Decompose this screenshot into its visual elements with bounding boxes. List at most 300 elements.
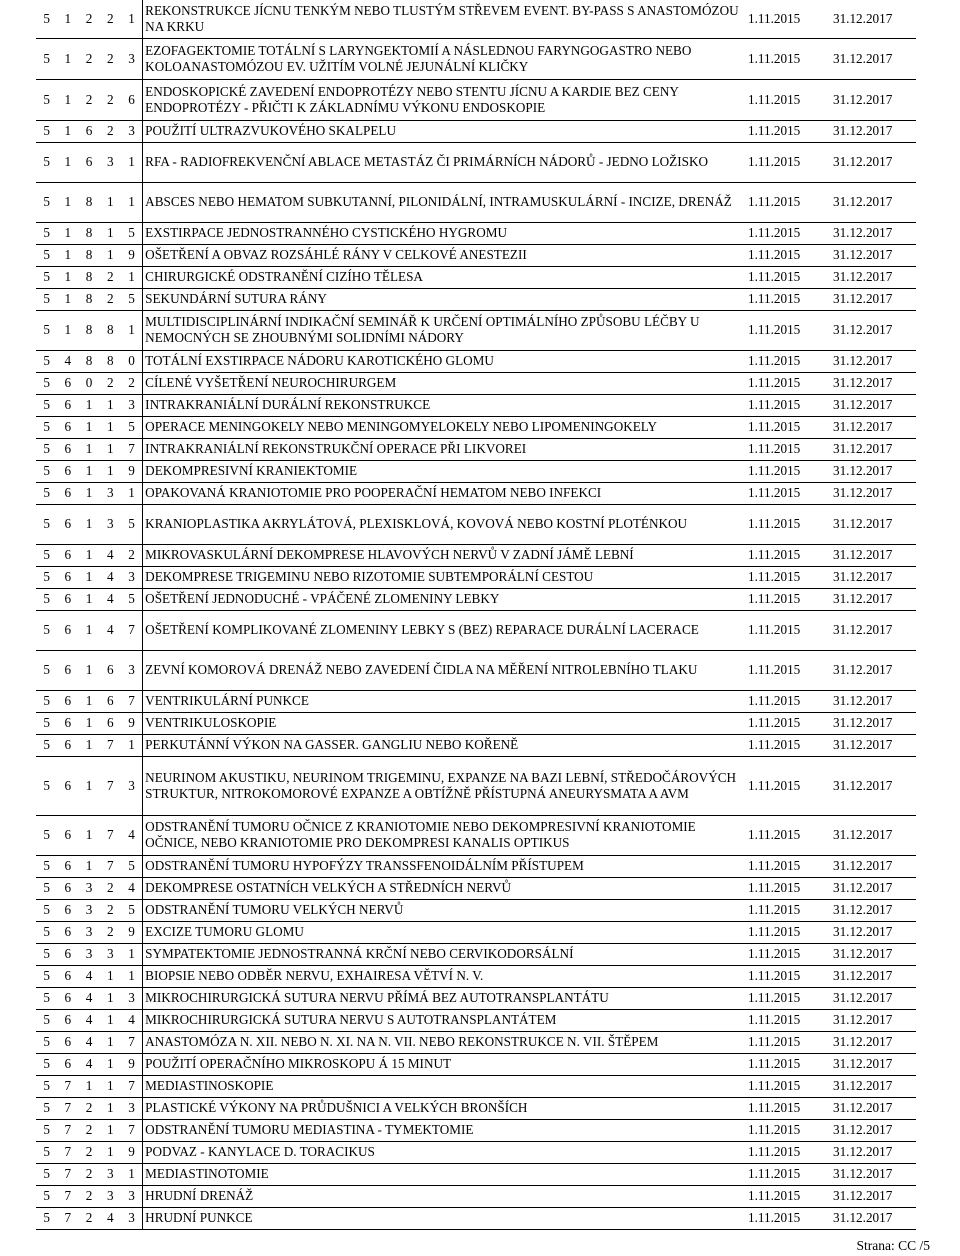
procedure-name: POUŽITÍ OPERAČNÍHO MIKROSKOPU Á 15 MINUT — [143, 1053, 746, 1075]
code-digit: 4 — [107, 1210, 114, 1225]
valid-from-date: 1.11.2015 — [748, 693, 801, 708]
valid-from-date: 1.11.2015 — [748, 715, 801, 730]
code-digit: 5 — [43, 1012, 50, 1027]
code-digit: 6 — [64, 662, 72, 677]
valid-to-date: 31.12.2017 — [832, 485, 893, 500]
procedure-name: MIKROCHIRURGICKÁ SUTURA NERVU PŘÍMÁ BEZ AUTOTRANSPLANTÁTU — [143, 987, 746, 1009]
code-digit: 4 — [128, 880, 135, 895]
valid-to-date: 31.12.2017 — [832, 693, 893, 708]
code-digit: 1 — [128, 269, 135, 284]
code-digit: 5 — [128, 516, 135, 531]
table-row — [36, 855, 916, 877]
code-digit: 2 — [107, 269, 114, 284]
valid-to-date: 31.12.2017 — [832, 622, 893, 637]
procedure-name: MEDIASTINOTOMIE — [143, 1163, 746, 1185]
valid-from-date: 1.11.2015 — [748, 247, 801, 262]
code-digit: 5 — [128, 902, 135, 917]
valid-from-date: 1.11.2015 — [748, 1166, 801, 1181]
code-digit: 5 — [128, 419, 135, 434]
valid-from-date: 1.11.2015 — [748, 1210, 801, 1225]
code-digit: 6 — [64, 591, 72, 606]
code-digit: 1 — [107, 419, 114, 434]
code-digit: 7 — [107, 777, 114, 793]
code-digit: 5 — [128, 291, 135, 306]
code-digit: 3 — [128, 777, 135, 793]
code-digit: 5 — [43, 1056, 50, 1071]
code-digit: 5 — [43, 946, 50, 961]
table-row — [36, 712, 916, 734]
code-digit: 9 — [128, 247, 135, 262]
valid-from-date: 1.11.2015 — [748, 463, 801, 478]
code-digit: 2 — [107, 50, 114, 66]
procedure-name: DEKOMPRESIVNÍ KRANIEKTOMIE — [143, 460, 746, 482]
code-digit: 5 — [43, 858, 50, 873]
code-digit: 5 — [43, 1210, 50, 1225]
table-row — [36, 266, 916, 288]
code-digit: 8 — [85, 353, 93, 368]
code-digit: 5 — [43, 194, 50, 209]
code-digit: 7 — [128, 1034, 135, 1049]
code-digit: 6 — [85, 154, 93, 169]
code-digit: 1 — [85, 463, 93, 478]
procedure-name: OPAKOVANÁ KRANIOTOMIE PRO POOPERAČNÍ HEMATOM NEBO INFEKCI — [143, 482, 746, 504]
code-digit: 5 — [128, 858, 135, 873]
table-row — [36, 1053, 916, 1075]
code-digit: 1 — [85, 693, 93, 708]
table-row — [36, 38, 916, 79]
valid-from-date: 1.11.2015 — [748, 591, 801, 606]
code-digit: 6 — [64, 516, 72, 531]
code-digit: 1 — [64, 194, 72, 209]
code-digit: 6 — [107, 715, 114, 730]
table-row — [36, 921, 916, 943]
table-row — [36, 182, 916, 222]
code-digit: 5 — [43, 516, 50, 531]
code-digit: 4 — [85, 1034, 93, 1049]
code-digit: 5 — [43, 463, 50, 478]
code-digit: 2 — [107, 880, 114, 895]
procedure-name: MIKROVASKULÁRNÍ DEKOMPRESE HLAVOVÝCH NERVŮ V ZADNÍ JÁMĚ LEBNÍ — [143, 544, 746, 566]
valid-to-date: 31.12.2017 — [832, 441, 893, 456]
code-digit: 1 — [85, 485, 93, 500]
code-digit: 5 — [43, 990, 50, 1005]
table-row — [36, 734, 916, 756]
valid-to-date: 31.12.2017 — [832, 1100, 893, 1115]
code-digit: 7 — [64, 1122, 72, 1137]
valid-from-date: 1.11.2015 — [748, 375, 801, 390]
code-digit: 5 — [43, 397, 50, 412]
code-digit: 5 — [43, 1122, 50, 1137]
valid-to-date: 31.12.2017 — [832, 353, 893, 368]
code-digit: 6 — [64, 569, 72, 584]
valid-from-date: 1.11.2015 — [748, 547, 801, 562]
code-digit: 5 — [43, 569, 50, 584]
code-digit: 3 — [107, 1188, 114, 1203]
code-digit: 5 — [43, 419, 50, 434]
procedure-name: INTRAKRANIÁLNÍ REKONSTRUKČNÍ OPERACE PŘI LIKVOREI — [143, 438, 746, 460]
code-digit: 6 — [64, 990, 72, 1005]
code-digit: 1 — [64, 123, 72, 138]
code-digit: 7 — [64, 1210, 72, 1225]
code-digit: 1 — [107, 1034, 114, 1049]
code-digit: 6 — [64, 737, 72, 752]
valid-from-date: 1.11.2015 — [748, 397, 801, 412]
valid-to-date: 31.12.2017 — [832, 1078, 893, 1093]
code-digit: 5 — [43, 902, 50, 917]
valid-to-date: 31.12.2017 — [832, 1012, 893, 1027]
code-digit: 1 — [107, 1012, 114, 1027]
code-digit: 8 — [85, 225, 93, 240]
code-digit: 3 — [107, 154, 114, 169]
code-digit: 6 — [64, 485, 72, 500]
code-digit: 3 — [128, 1100, 135, 1115]
table-row — [36, 394, 916, 416]
procedure-name: OPERACE MENINGOKELY NEBO MENINGOMYELOKELY NEBO LIPOMENINGOKELY — [143, 416, 746, 438]
table-row — [36, 244, 916, 266]
table-row — [36, 1185, 916, 1207]
procedure-name: OŠETŘENÍ KOMPLIKOVANÉ ZLOMENINY LEBKY S (BEZ) REPARACE DURÁLNÍ LACERACE — [143, 610, 746, 650]
procedure-name: ODSTRANĚNÍ TUMORU VELKÝCH NERVŮ — [143, 899, 746, 921]
code-digit: 1 — [64, 154, 72, 169]
code-digit: 1 — [85, 662, 93, 677]
valid-to-date: 31.12.2017 — [832, 123, 893, 138]
code-digit: 5 — [43, 353, 50, 368]
code-digit: 7 — [128, 693, 135, 708]
code-digit: 9 — [128, 1056, 135, 1071]
code-digit: 5 — [43, 269, 50, 284]
code-digit: 5 — [43, 662, 50, 677]
code-digit: 3 — [128, 662, 135, 677]
code-digit: 1 — [107, 968, 114, 983]
code-digit: 5 — [43, 291, 50, 306]
procedure-name: PLASTICKÉ VÝKONY NA PRŮDUŠNICI A VELKÝCH BRONŠÍCH — [143, 1097, 746, 1119]
code-digit: 2 — [107, 123, 114, 138]
code-digit: 1 — [128, 154, 135, 169]
code-digit: 1 — [64, 50, 72, 66]
procedure-name: DEKOMPRESE OSTATNÍCH VELKÝCH A STŘEDNÍCH NERVŮ — [143, 877, 746, 899]
valid-from-date: 1.11.2015 — [748, 569, 801, 584]
valid-from-date: 1.11.2015 — [748, 441, 801, 456]
code-digit: 9 — [128, 1144, 135, 1159]
code-digit: 7 — [128, 441, 135, 456]
valid-to-date: 31.12.2017 — [832, 1188, 893, 1203]
code-digit: 2 — [128, 547, 135, 562]
code-digit: 7 — [64, 1078, 72, 1093]
valid-to-date: 31.12.2017 — [832, 591, 893, 606]
code-digit: 8 — [107, 322, 114, 337]
valid-from-date: 1.11.2015 — [748, 1122, 801, 1137]
table-row — [36, 416, 916, 438]
valid-from-date: 1.11.2015 — [748, 322, 801, 337]
valid-from-date: 1.11.2015 — [748, 827, 801, 842]
code-digit: 7 — [64, 1100, 72, 1115]
code-digit: 1 — [85, 622, 93, 637]
code-digit: 3 — [107, 485, 114, 500]
table-row — [36, 120, 916, 142]
code-digit: 6 — [64, 1012, 72, 1027]
code-digit: 3 — [107, 516, 114, 531]
code-digit: 7 — [64, 1166, 72, 1181]
code-digit: 6 — [64, 693, 72, 708]
valid-to-date: 31.12.2017 — [832, 50, 893, 66]
table-row — [36, 482, 916, 504]
code-digit: 9 — [128, 463, 135, 478]
code-digit: 3 — [85, 946, 93, 961]
code-digit: 9 — [128, 715, 135, 730]
procedure-name: DEKOMPRESE TRIGEMINU NEBO RIZOTOMIE SUBTEMPORÁLNÍ CESTOU — [143, 566, 746, 588]
code-digit: 4 — [107, 591, 114, 606]
code-digit: 6 — [85, 123, 93, 138]
procedure-rows — [36, 0, 916, 1229]
code-digit: 7 — [128, 1122, 135, 1137]
code-digit: 5 — [128, 591, 135, 606]
code-digit: 1 — [85, 591, 93, 606]
code-digit: 5 — [43, 247, 50, 262]
code-digit: 4 — [85, 968, 93, 983]
code-digit: 2 — [85, 1100, 93, 1115]
code-digit: 5 — [43, 1100, 50, 1115]
procedure-name: RFA - RADIOFREKVENČNÍ ABLACE METASTÁZ ČI PRIMÁRNÍCH NÁDORŮ - JEDNO LOŽISKO — [143, 142, 746, 182]
code-digit: 8 — [85, 291, 93, 306]
code-digit: 6 — [64, 902, 72, 917]
valid-to-date: 31.12.2017 — [832, 154, 893, 169]
valid-to-date: 31.12.2017 — [832, 924, 893, 939]
table-row — [36, 987, 916, 1009]
table-row — [36, 372, 916, 394]
code-digit: 5 — [43, 1144, 50, 1159]
code-digit: 5 — [43, 1166, 50, 1181]
table-row — [36, 610, 916, 650]
table-row — [36, 504, 916, 544]
valid-from-date: 1.11.2015 — [748, 353, 801, 368]
valid-from-date: 1.11.2015 — [748, 269, 801, 284]
procedure-name: REKONSTRUKCE JÍCNU TENKÝM NEBO TLUSTÝM STŘEVEM EVENT. BY-PASS S ANASTOMÓZOU NA KRKU — [143, 0, 746, 38]
code-digit: 6 — [64, 1056, 72, 1071]
code-digit: 4 — [107, 622, 114, 637]
valid-to-date: 31.12.2017 — [832, 10, 893, 26]
code-digit: 1 — [107, 1078, 114, 1093]
procedure-name: ODSTRANĚNÍ TUMORU OČNICE Z KRANIOTOMIE NEBO DEKOMPRESIVNÍ KRANIOTOMIE OČNICE, NEBO KRANIOTOMIE PRO DEKOMPRESI KANALIS OPTIKUS — [143, 815, 746, 855]
code-digit: 2 — [107, 91, 114, 107]
code-digit: 8 — [85, 322, 93, 337]
table-row — [36, 588, 916, 610]
procedure-name: KRANIOPLASTIKA AKRYLÁTOVÁ, PLEXISKLOVÁ, KOVOVÁ NEBO KOSTNÍ PLOTÉNKOU — [143, 504, 746, 544]
code-digit: 2 — [107, 375, 114, 390]
table-row — [36, 815, 916, 855]
code-digit: 1 — [85, 777, 93, 793]
code-digit: 5 — [43, 693, 50, 708]
valid-to-date: 31.12.2017 — [832, 902, 893, 917]
code-digit: 1 — [107, 1144, 114, 1159]
valid-to-date: 31.12.2017 — [832, 397, 893, 412]
valid-from-date: 1.11.2015 — [748, 946, 801, 961]
code-digit: 5 — [43, 968, 50, 983]
code-digit: 7 — [107, 858, 114, 873]
code-digit: 7 — [128, 1078, 135, 1093]
code-digit: 7 — [64, 1144, 72, 1159]
code-digit: 1 — [64, 291, 72, 306]
valid-from-date: 1.11.2015 — [748, 154, 801, 169]
valid-from-date: 1.11.2015 — [748, 1100, 801, 1115]
procedure-name: PERKUTÁNNÍ VÝKON NA GASSER. GANGLIU NEBO KOŘENĚ — [143, 734, 746, 756]
code-digit: 5 — [43, 591, 50, 606]
code-digit: 1 — [128, 10, 135, 26]
procedure-name: TOTÁLNÍ EXSTIRPACE NÁDORU KAROTICKÉHO GLOMU — [143, 350, 746, 372]
table-row — [36, 1097, 916, 1119]
procedure-name: EZOFAGEKTOMIE TOTÁLNÍ S LARYNGEKTOMIÍ A NÁSLEDNOU FARYNGOGASTRO NEBO KOLOANASTOMÓZOU EV. UŽITÍM VOLNÉ JEJUNÁLNÍ KLIČKY — [143, 38, 746, 79]
code-digit: 8 — [85, 269, 93, 284]
code-digit: 2 — [85, 91, 93, 107]
valid-to-date: 31.12.2017 — [832, 194, 893, 209]
code-digit: 6 — [64, 547, 72, 562]
code-digit: 0 — [85, 375, 93, 390]
valid-from-date: 1.11.2015 — [748, 123, 801, 138]
valid-to-date: 31.12.2017 — [832, 375, 893, 390]
table-row — [36, 899, 916, 921]
valid-to-date: 31.12.2017 — [832, 247, 893, 262]
valid-to-date: 31.12.2017 — [832, 569, 893, 584]
code-digit: 6 — [64, 375, 72, 390]
code-digit: 1 — [85, 827, 93, 842]
code-digit: 7 — [107, 737, 114, 752]
procedure-name: PODVAZ - KANYLACE D. TORACIKUS — [143, 1141, 746, 1163]
table-row — [36, 1031, 916, 1053]
valid-to-date: 31.12.2017 — [832, 946, 893, 961]
code-digit: 2 — [107, 924, 114, 939]
code-digit: 2 — [128, 375, 135, 390]
valid-from-date: 1.11.2015 — [748, 91, 801, 107]
code-digit: 6 — [64, 397, 72, 412]
table-row — [36, 566, 916, 588]
valid-to-date: 31.12.2017 — [832, 91, 893, 107]
code-digit: 1 — [85, 397, 93, 412]
table-row — [36, 1009, 916, 1031]
valid-from-date: 1.11.2015 — [748, 968, 801, 983]
code-digit: 1 — [128, 737, 135, 752]
code-digit: 6 — [64, 715, 72, 730]
code-digit: 3 — [128, 990, 135, 1005]
code-digit: 1 — [107, 463, 114, 478]
valid-from-date: 1.11.2015 — [748, 1056, 801, 1071]
code-digit: 5 — [43, 10, 50, 26]
table-row — [36, 877, 916, 899]
valid-to-date: 31.12.2017 — [832, 516, 893, 531]
valid-from-date: 1.11.2015 — [748, 516, 801, 531]
valid-from-date: 1.11.2015 — [748, 990, 801, 1005]
code-digit: 3 — [128, 123, 135, 138]
code-digit: 7 — [64, 1188, 72, 1203]
table-row — [36, 1141, 916, 1163]
table-row — [36, 350, 916, 372]
code-digit: 5 — [43, 777, 50, 793]
code-digit: 6 — [64, 946, 72, 961]
valid-to-date: 31.12.2017 — [832, 419, 893, 434]
code-digit: 1 — [85, 441, 93, 456]
code-digit: 6 — [128, 91, 135, 107]
code-digit: 5 — [43, 1078, 50, 1093]
code-digit: 3 — [128, 50, 135, 66]
code-digit: 1 — [128, 1166, 135, 1181]
code-digit: 4 — [64, 353, 72, 368]
valid-to-date: 31.12.2017 — [832, 1122, 893, 1137]
code-digit: 5 — [43, 827, 50, 842]
code-digit: 2 — [85, 1122, 93, 1137]
valid-to-date: 31.12.2017 — [832, 715, 893, 730]
code-digit: 2 — [85, 1210, 93, 1225]
valid-to-date: 31.12.2017 — [832, 1056, 893, 1071]
table-row — [36, 943, 916, 965]
procedure-name: ZEVNÍ KOMOROVÁ DRENÁŽ NEBO ZAVEDENÍ ČIDLA NA MĚŘENÍ NITROLEBNÍHO TLAKU — [143, 650, 746, 690]
code-digit: 5 — [43, 547, 50, 562]
code-digit: 1 — [107, 1056, 114, 1071]
code-digit: 5 — [43, 622, 50, 637]
valid-from-date: 1.11.2015 — [748, 858, 801, 873]
procedure-name: CÍLENÉ VYŠETŘENÍ NEUROCHIRURGEM — [143, 372, 746, 394]
valid-from-date: 1.11.2015 — [748, 880, 801, 895]
code-digit: 1 — [107, 1100, 114, 1115]
code-digit: 2 — [85, 1166, 93, 1181]
valid-to-date: 31.12.2017 — [832, 463, 893, 478]
code-digit: 3 — [107, 1166, 114, 1181]
code-digit: 4 — [85, 1056, 93, 1071]
code-digit: 5 — [43, 91, 50, 107]
valid-to-date: 31.12.2017 — [832, 291, 893, 306]
code-digit: 1 — [85, 569, 93, 584]
table-row — [36, 222, 916, 244]
code-digit: 6 — [64, 880, 72, 895]
code-digit: 1 — [85, 516, 93, 531]
valid-to-date: 31.12.2017 — [832, 777, 893, 793]
code-digit: 1 — [128, 485, 135, 500]
valid-to-date: 31.12.2017 — [832, 225, 893, 240]
procedure-name: ABSCES NEBO HEMATOM SUBKUTANNÍ, PILONIDÁLNÍ, INTRAMUSKULÁRNÍ - INCIZE, DRENÁŽ — [143, 182, 746, 222]
code-digit: 8 — [107, 353, 114, 368]
code-digit: 6 — [64, 419, 72, 434]
code-digit: 6 — [64, 827, 72, 842]
code-digit: 2 — [85, 50, 93, 66]
code-digit: 1 — [107, 397, 114, 412]
code-digit: 1 — [85, 1078, 93, 1093]
valid-to-date: 31.12.2017 — [832, 1144, 893, 1159]
valid-to-date: 31.12.2017 — [832, 1166, 893, 1181]
procedure-name: OŠETŘENÍ JEDNODUCHÉ - VPÁČENÉ ZLOMENINY LEBKY — [143, 588, 746, 610]
code-digit: 3 — [128, 569, 135, 584]
code-digit: 2 — [107, 902, 114, 917]
code-digit: 7 — [107, 827, 114, 842]
code-digit: 1 — [128, 194, 135, 209]
procedure-name: EXCIZE TUMORU GLOMU — [143, 921, 746, 943]
code-digit: 8 — [85, 194, 93, 209]
valid-from-date: 1.11.2015 — [748, 662, 801, 677]
procedure-name: NEURINOM AKUSTIKU, NEURINOM TRIGEMINU, EXPANZE NA BAZI LEBNÍ, STŘEDOČÁROVÝCH STRUKTUR, NITROKOMOROVÉ EXPANZE A OBTÍŽNĚ PŘÍSTUPNÁ ANEURYSMATA A AVM — [143, 756, 746, 815]
code-digit: 5 — [43, 737, 50, 752]
procedure-name: CHIRURGICKÉ ODSTRANĚNÍ CIZÍHO TĚLESA — [143, 266, 746, 288]
table-row — [36, 756, 916, 815]
code-digit: 2 — [85, 10, 93, 26]
code-digit: 5 — [43, 322, 50, 337]
code-digit: 5 — [128, 225, 135, 240]
code-digit: 8 — [85, 247, 93, 262]
procedure-name: SEKUNDÁRNÍ SUTURA RÁNY — [143, 288, 746, 310]
code-digit: 1 — [107, 194, 114, 209]
table-row — [36, 142, 916, 182]
code-digit: 5 — [43, 715, 50, 730]
valid-from-date: 1.11.2015 — [748, 291, 801, 306]
procedure-name: BIOPSIE NEBO ODBĚR NERVU, EXHAIRESA VĚTVÍ N. V. — [143, 965, 746, 987]
procedure-name: VENTRIKULÁRNÍ PUNKCE — [143, 690, 746, 712]
table-row — [36, 1207, 916, 1229]
code-digit: 0 — [128, 353, 135, 368]
